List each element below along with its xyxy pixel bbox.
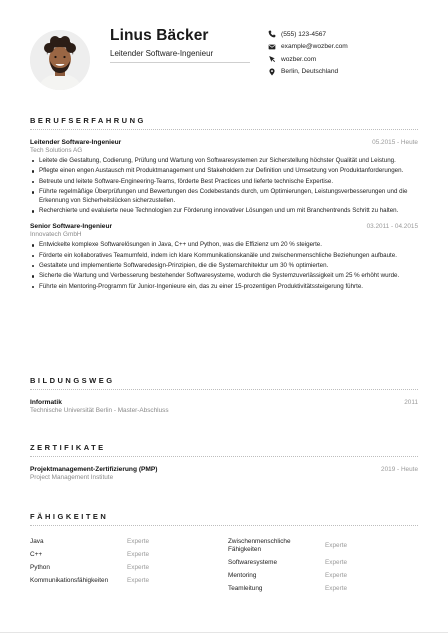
profile-photo (30, 30, 90, 90)
skill-level: Experte (127, 564, 150, 571)
job-bullet: Pflegte einen engen Austausch mit Produktmanagement und Stakeholdern zur Definition und Umsetzung von Produktanforderungen. (39, 167, 418, 176)
skill-name: Kommunikationsfähigkeiten (30, 576, 109, 584)
candidate-title: Leitender Software-Ingenieur (110, 49, 214, 58)
skill-row (30, 548, 220, 561)
skill-name: Java (30, 537, 44, 545)
contact-location-text: Berlin, Deutschland (281, 68, 339, 76)
contact-list (268, 28, 348, 78)
contact-email (268, 41, 348, 54)
job-entry (30, 139, 418, 216)
job-bullets (30, 157, 418, 216)
contact-phone (268, 28, 348, 41)
skills-section (30, 512, 418, 595)
skill-level: Experte (325, 559, 348, 566)
certificate-issuer: Project Management Institute (30, 474, 114, 481)
education-institution: Technische Universität Berlin - Master-Abschluss (30, 407, 169, 414)
job-date: 05.2015 - Heute (372, 139, 418, 146)
skills-column-left (30, 535, 220, 595)
job-bullet: Sicherte die Wartung und Verbesserung bestehender Softwaresysteme, wodurch die Systemzuverlässigkeit um 25 % erhöht wurde. (39, 272, 418, 281)
skill-name: Softwaresysteme (228, 558, 278, 566)
contact-location (268, 66, 348, 79)
candidate-name: Linus Bäcker (110, 27, 209, 44)
skills-column-right (228, 535, 418, 595)
contact-website-text: wozber.com (281, 55, 317, 63)
skill-row (228, 556, 418, 569)
title-divider (110, 62, 250, 63)
job-bullet: Gestaltete und implementierte Softwaredesign-Prinzipien, die die Systemarchitektur um 30 % optimierten. (39, 262, 418, 271)
skill-row (30, 535, 220, 548)
job-bullet: Betreute und leitete Software-Engineering-Teams, förderte Best Practices und lieferte technische Expertise. (39, 178, 418, 187)
skill-name: C++ (30, 550, 43, 558)
skill-name: Mentoring (228, 571, 257, 579)
job-entry (30, 223, 418, 291)
job-bullet: Leitete die Gestaltung, Codierung, Prüfung und Wartung von Softwaresystemen zur Sicherstellung höchster Qualität und Leistung. (39, 157, 418, 166)
skill-level: Experte (325, 542, 348, 549)
skill-level: Experte (127, 551, 150, 558)
contact-email-text: example@wozber.com (281, 43, 348, 51)
education-heading: BILDUNGSWEG (30, 376, 418, 390)
education-date: 2011 (404, 399, 418, 406)
job-bullet: Recherchierte und evaluierte neue Technologien zur Förderung innovativer Lösungen und um mit Branchentrends Schritt zu halten. (39, 207, 418, 216)
skill-level: Experte (127, 538, 150, 545)
contact-website (268, 53, 348, 66)
skill-name: Teamleitung (228, 584, 263, 592)
education-title: Informatik (30, 399, 62, 406)
job-company: Innovatech GmbH (30, 231, 82, 239)
skill-level: Experte (127, 577, 150, 584)
certificates-heading: ZERTIFIKATE (30, 443, 418, 457)
page-bottom-divider (0, 632, 448, 633)
certificate-title: Projektmanagement-Zertifizierung (PMP) (30, 466, 158, 473)
job-company: Tech Solutions AG (30, 147, 83, 154)
job-bullet: Führte regelmäßige Überprüfungen und Bewertungen des Codebestands durch, um Optimierungen, Leistungsverbesserungen und die Erkennung von Sicherheitslücken sicherzustellen. (39, 188, 418, 206)
job-title: Senior Software-Ingenieur (30, 223, 113, 231)
skills-grid (30, 535, 418, 595)
email-icon (268, 43, 276, 51)
skill-name: Python (30, 563, 50, 571)
link-icon (268, 55, 276, 63)
skill-row (228, 569, 418, 582)
certificate-date: 2019 - Heute (381, 466, 418, 473)
skill-row (228, 582, 418, 595)
job-title: Leitender Software-Ingenieur (30, 139, 122, 146)
experience-heading: BERUFSERFAHRUNG (30, 116, 418, 130)
contact-phone-text: (555) 123-4567 (281, 30, 327, 38)
education-entry (30, 399, 418, 414)
skills-heading: FÄHIGKEITEN (30, 512, 418, 526)
job-bullet: Förderte ein kollaboratives Teamumfeld, indem ich klare Kommunikationskanäle und zwischenmenschliche Beziehungen aufbaute. (39, 252, 418, 261)
phone-icon (268, 30, 276, 38)
skill-row (228, 535, 418, 556)
experience-section (30, 116, 418, 299)
job-bullets (30, 241, 418, 291)
job-bullet: Führte ein Mentoring-Programm für Junior-Ingenieure ein, das zu einer 15-prozentigen Produktivitätssteigerung führte. (39, 283, 418, 292)
skill-row (30, 561, 220, 574)
job-bullet: Entwickelte komplexe Softwarelösungen in Java, C++ und Python, was die Effizienz um 20 % steigerte. (39, 241, 418, 250)
skill-level: Experte (325, 585, 348, 592)
education-section (30, 376, 418, 421)
skill-name: Zwischenmenschliche Fähigkeiten (228, 537, 291, 553)
certificate-entry (30, 466, 418, 481)
certificates-section (30, 443, 418, 488)
skill-row (30, 574, 220, 587)
job-date: 03.2011 - 04.2015 (366, 223, 418, 231)
location-pin-icon (268, 68, 276, 76)
skill-level: Experte (325, 572, 348, 579)
